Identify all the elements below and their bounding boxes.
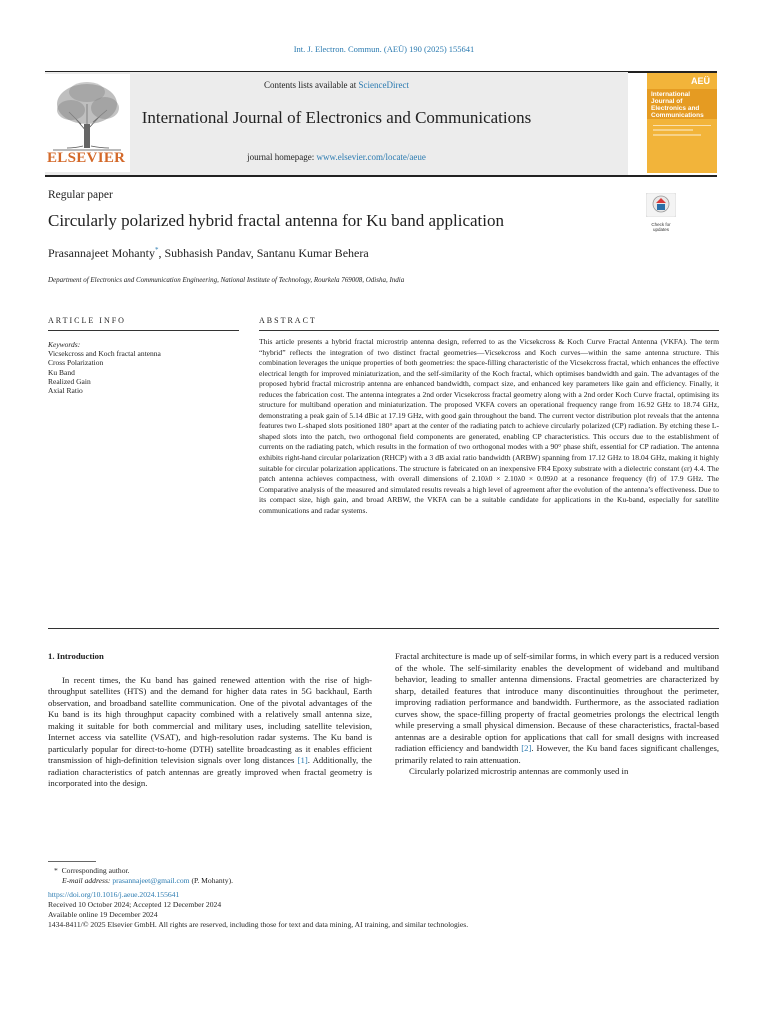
footnote-mark: * bbox=[54, 866, 58, 875]
intro-paragraph: Circularly polarized microstrip antennas are commonly used in bbox=[409, 766, 629, 776]
abstract-rule bbox=[259, 330, 719, 331]
homepage-link[interactable]: www.elsevier.com/locate/aeue bbox=[316, 152, 426, 162]
corresponding-mark[interactable]: * bbox=[154, 246, 159, 254]
keyword: Realized Gain bbox=[48, 376, 91, 386]
keyword: Vicsekcross and Koch fractal antenna bbox=[48, 349, 161, 359]
crossmark-label: Check for updates bbox=[651, 222, 671, 232]
paragraph-text: . Additionally, the radiation characteristics of patch antennas are greatly improved when fractal geometry is incorporated into the design. bbox=[48, 755, 372, 788]
author-list bbox=[48, 246, 369, 261]
journal-title: International Journal of Electronics and Communications bbox=[141, 108, 532, 127]
sciencedirect-link[interactable]: ScienceDirect bbox=[358, 80, 409, 90]
cover-line bbox=[653, 134, 701, 136]
keyword: Cross Polarization bbox=[48, 358, 104, 368]
keyword: Ku Band bbox=[48, 367, 75, 377]
article-info-heading: ARTICLE INFO bbox=[48, 316, 126, 325]
intro-paragraph bbox=[48, 675, 372, 790]
left-column bbox=[48, 651, 372, 790]
cover-badge: AEÜ bbox=[691, 76, 711, 86]
email-label: E-mail address: bbox=[62, 876, 113, 885]
journal-reference[interactable]: Int. J. Electron. Commun. (AEÜ) 190 (2025) 155641 bbox=[293, 44, 475, 54]
keyword: Axial Ratio bbox=[48, 386, 83, 396]
corresponding-author-note bbox=[48, 866, 719, 876]
author-name[interactable]: Prasannajeet Mohanty bbox=[48, 246, 155, 260]
article-info-rule bbox=[48, 330, 239, 331]
cover-divider bbox=[653, 125, 711, 126]
author-separator: , bbox=[158, 246, 165, 260]
doi-link[interactable]: https://doi.org/10.1016/j.aeue.2024.155641 bbox=[48, 890, 180, 899]
journal-cover-image[interactable] bbox=[647, 73, 717, 173]
footnote-text: Corresponding author. bbox=[61, 866, 130, 875]
paragraph-text: Fractal architecture is made up of self-similar forms, in which every part is a reduced version of the whole. The self-similarity enables the development of wideband and multiband behavior, leading to smaller antenna dimensions. Fractal geometries are characterized by sharp, detailed features that introduce many discontinuities throughout the perimeter, improving radiation performance and bandwidth. Furthermore, as the associated radiation curves show, the space-filling property of fractal geometries prolongs the electrical length while preserving a small physical dimension. Because of these characteristics, fractal-based antennas are a desirable option for applications that call for small designs with increased radiation efficiency and bandwidth bbox=[395, 651, 719, 753]
cover-title: International Journal of Electronics and Communications bbox=[651, 91, 704, 119]
homepage-prefix: journal homepage: bbox=[247, 152, 317, 162]
abstract-bottom-rule bbox=[48, 628, 719, 629]
banner-bottom-rule bbox=[45, 175, 717, 177]
crossmark-icon[interactable] bbox=[646, 193, 676, 232]
email-line bbox=[48, 876, 719, 886]
author-name[interactable]: Santanu Kumar Behera bbox=[256, 246, 369, 260]
keywords-block bbox=[48, 340, 239, 395]
contents-line bbox=[45, 80, 628, 90]
abstract-heading: ABSTRACT bbox=[259, 316, 317, 325]
email-link[interactable]: prasannajeet@gmail.com bbox=[112, 876, 190, 885]
author-separator: , bbox=[250, 246, 257, 260]
publisher-logo-text: ELSEVIER bbox=[47, 150, 126, 166]
affiliation: Department of Electronics and Communication Engineering, National Institute of Technology, Rourkela 769008, Odisha, India bbox=[48, 276, 405, 284]
citation-link[interactable]: [2] bbox=[521, 743, 532, 753]
copyright-line: 1434-8411/© 2025 Elsevier GmbH. All rights are reserved, including those for text and data mining, AI training, and similar technologies. bbox=[48, 920, 469, 929]
article-type: Regular paper bbox=[48, 189, 113, 201]
footnotes bbox=[48, 866, 719, 930]
paper-title: Circularly polarized hybrid fractal antenna for Ku band application bbox=[48, 211, 504, 230]
contents-prefix: Contents lists available at bbox=[264, 80, 359, 90]
footnote-rule bbox=[48, 861, 96, 862]
paragraph-text: In recent times, the Ku band has gained renewed attention with the rise of high-throughput satellites (HTS) and the demand for higher data rates in 5G backhaul, Earth observation, and broadband satellite communication. One of the pivotal advantages of the Ku band is its high throughput capacity combined with a relatively small antenna size, making it suitable for both commercial and military uses, including satellite television, Internet access via satellite (VSAT), and high-resolution radar systems. The Ku band is particularly popular for direct-to-home (DTH) satellite broadcasting as it enables efficient transmission of high-definition television signals over long distances bbox=[48, 674, 372, 765]
crossmark-glyph-icon bbox=[646, 193, 676, 217]
email-suffix: (P. Mohanty). bbox=[189, 876, 234, 885]
received-dates: Received 10 October 2024; Accepted 12 December 2024 bbox=[48, 900, 222, 909]
citation-link[interactable]: [1] bbox=[297, 755, 308, 765]
keywords-label: Keywords: bbox=[48, 340, 81, 349]
online-date: Available online 19 December 2024 bbox=[48, 910, 158, 919]
paragraph-text: . However, the Ku band faces significant challenges, primarily related to rain attenuation. bbox=[395, 743, 719, 765]
section-heading: 1. Introduction bbox=[48, 651, 104, 661]
intro-paragraph bbox=[395, 651, 719, 766]
abstract-text: This article presents a hybrid fractal microstrip antenna design, referred to as the Vicsekcross & Koch Curve Fractal Antenna (VKFA). The term “hybrid” reflects the integration of two distinct fractal geometries—Vicsekcross and Koch curves—within the same antenna structure. This combination leverages the unique properties of both geometries: the space-filling characteristic of the Vicsekcross fractal, which enhances the effective electrical length for improved miniaturization, and the self-similarity of the Koch fractal, which optimises bandwidth and gain. The advantages of the proposed hybrid fractal microstrip antenna are enhanced bandwidth, compact size, and enhanced key parameters like gain and efficiency. Finally, it reduces the fabrication cost. The antenna integrates a 2nd order Vicsekcross fractal geometry along with a 2nd order Koch Curve fractal, optimising its structure for multiband operation and miniaturization. The proposed VKFA covers an operational frequency range from 16.92 GHz to 18.74 GHz, demonstrating a peak gain of 5.14 dBic at 17.19 GHz, with good gain throughout the band. The current vector distribution plot reveals that the antenna features two L-shaped slots positioned 180° apart at the center of the radiating patch to achieve circularly polarized (CP) radiation. By etching these L-shaped slots into the patch, two orthogonal field components are generated, enabling CP characteristics. This occurs due to the establishment of currents on the radiating patch, which results in the formation of two orthogonal modes with a 90° phase shift, essential for CP radiation. The antenna exhibits right-hand circular polarization (RHCP) with a 3 dB axial ratio bandwidth (ARBW) spanning from 17.12 GHz to 18.04 GHz, making it highly suitable for circular polarization applications. The structure is fabricated on an inexpensive FR4 Epoxy substrate with a dielectric constant (εr) 4.4. The patch antenna achieves compactness, with overall dimensions of 2.10λ0 × 2.10λ0 × 0.09λ0 at a resonance frequency (fr) of 17.9 GHz. The Comparative analysis of the measured and simulated results reveals a high level of agreement after the evolution of the antenna’s effectiveness. Due to its compact size, high gain, and broad ARBW, the VKFA can be a suitable candidate for applications in the Ku-band, especially for satellite communications and radar systems. bbox=[259, 337, 719, 515]
homepage-line bbox=[45, 152, 628, 162]
right-column bbox=[395, 651, 719, 778]
author-name[interactable]: Subhasish Pandav bbox=[164, 246, 251, 260]
cover-line bbox=[653, 129, 693, 131]
